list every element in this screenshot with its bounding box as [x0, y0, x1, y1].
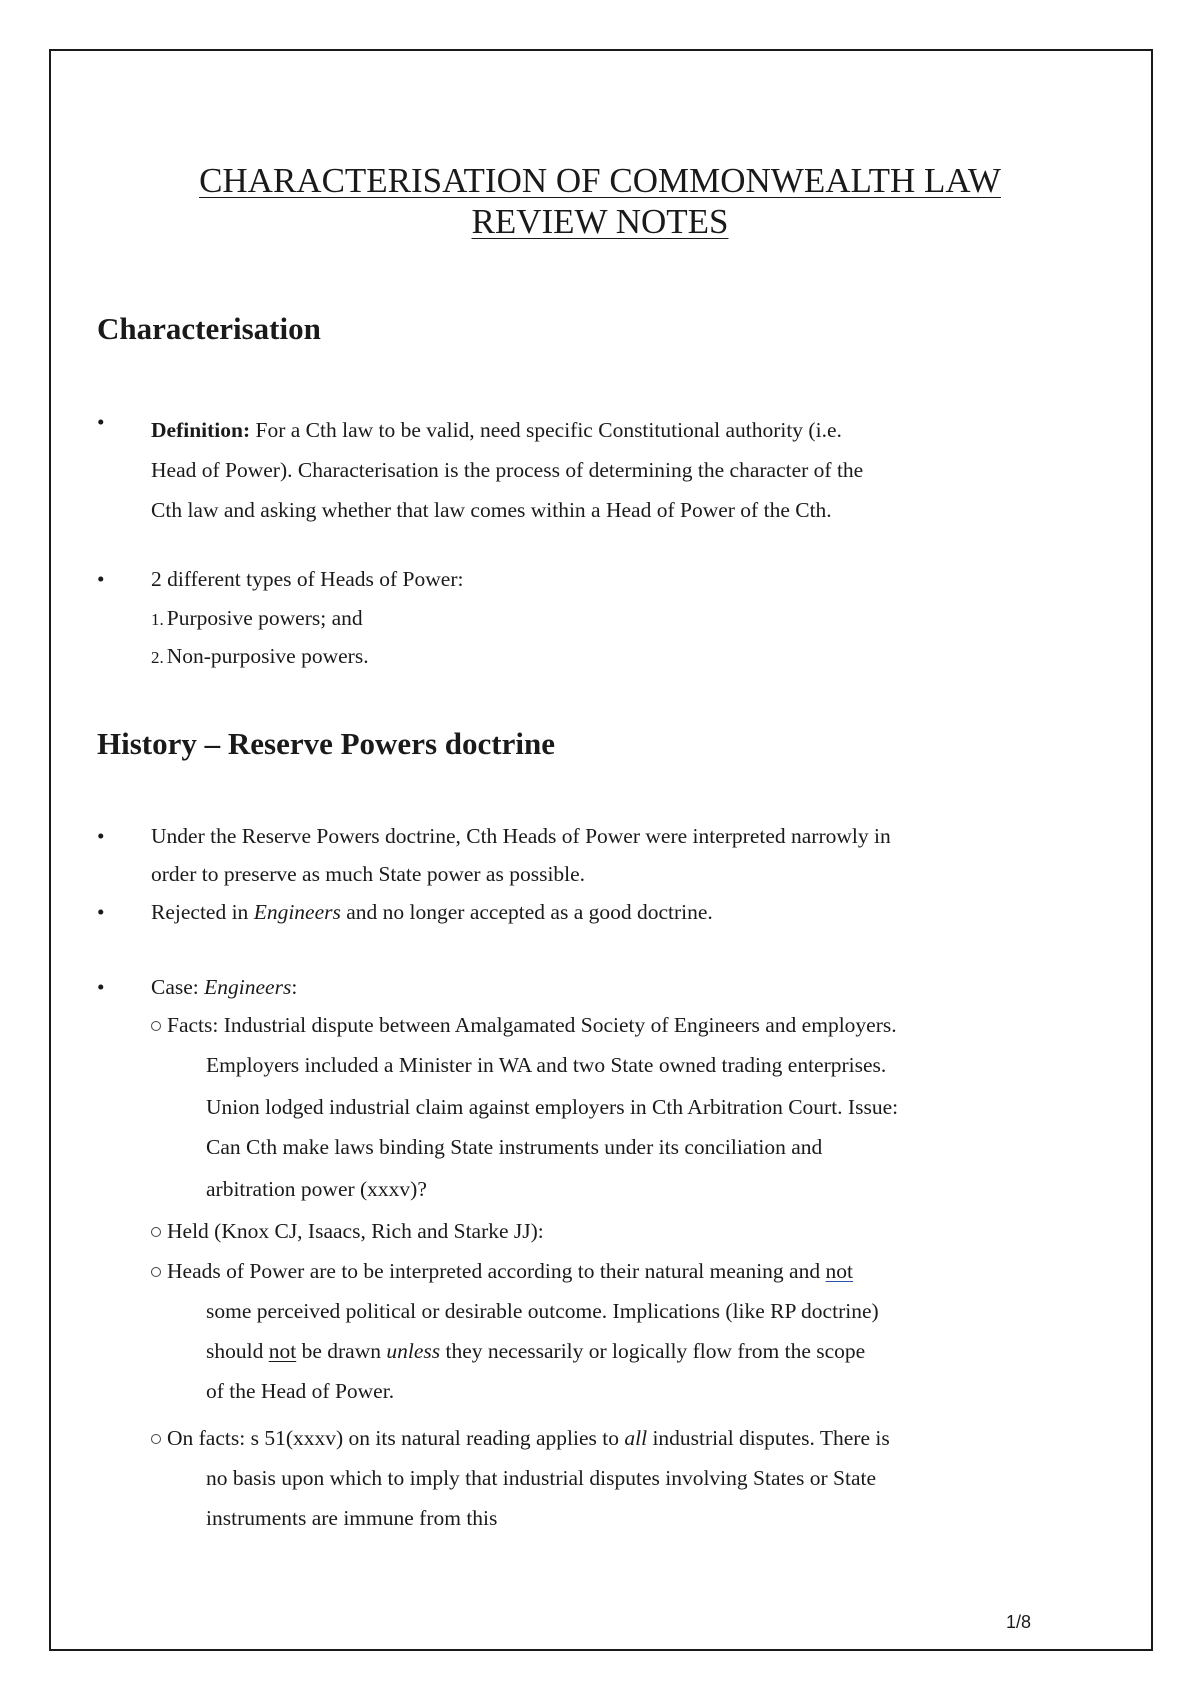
- text: and no longer accepted as a good doctrine.: [340, 900, 713, 924]
- text: be drawn: [296, 1339, 387, 1363]
- held-item: [151, 1219, 1051, 1244]
- list-item: [151, 644, 369, 669]
- case-name: Engineers: [253, 900, 341, 924]
- types-intro: 2 different types of Heads of Power:: [151, 567, 464, 591]
- facts-line-5: arbitration power (xxxv)?: [206, 1177, 427, 1201]
- title-line-1: CHARACTERISATION OF COMMONWEALTH LAW: [199, 161, 1001, 200]
- rp-line-1: Under the Reserve Powers doctrine, Cth Heads of Power were interpreted narrowly in: [151, 824, 891, 848]
- circle-bullet-icon: [151, 1267, 161, 1277]
- bullet-marker: •: [97, 975, 105, 999]
- italic-text: all: [624, 1426, 648, 1450]
- definition-line-2: Head of Power). Characterisation is the process of determining the character of the: [151, 458, 864, 482]
- onfacts-line-3: instruments are immune from this: [206, 1506, 498, 1530]
- page-border: [49, 49, 1153, 1651]
- heading-reserve-powers: History – Reserve Powers doctrine: [97, 726, 555, 761]
- circle-bullet-icon: [151, 1434, 161, 1444]
- facts-line-3: Union lodged industrial claim against employers in Cth Arbitration Court. Issue:: [206, 1095, 899, 1119]
- list-number: 2.: [151, 648, 164, 667]
- text: should: [206, 1339, 269, 1363]
- case-name: Engineers: [204, 975, 292, 999]
- facts-line-1: Facts: Industrial dispute between Amalgamated Society of Engineers and employers.: [167, 1013, 897, 1037]
- held-text: Held (Knox CJ, Isaacs, Rich and Starke JJ):: [167, 1219, 544, 1243]
- circle-bullet-icon: [151, 1227, 161, 1237]
- bullet-marker: •: [97, 824, 105, 848]
- heads-line-2: some perceived political or desirable outcome. Implications (like RP doctrine): [206, 1299, 879, 1323]
- definition-line-3: Cth law and asking whether that law comes within a Head of Power of the Cth.: [151, 498, 832, 522]
- underlined-text: not: [825, 1259, 853, 1283]
- list-text: Purposive powers; and: [166, 606, 363, 630]
- onfacts-line-2: no basis upon which to imply that industrial disputes involving States or State: [206, 1466, 877, 1490]
- title-line-2: REVIEW NOTES: [471, 202, 729, 241]
- text: Heads of Power are to be interpreted according to their natural meaning and: [167, 1259, 826, 1283]
- rejected-paragraph: [151, 900, 1051, 925]
- rp-line-2: order to preserve as much State power as possible.: [151, 862, 586, 886]
- page-number: 1/8: [1005, 1612, 1031, 1632]
- heads-line-4: of the Head of Power.: [206, 1379, 395, 1403]
- text: On facts: s 51(xxxv) on its natural reading applies to: [167, 1426, 625, 1450]
- list-number: 1.: [151, 610, 164, 629]
- facts-line-4: Can Cth make laws binding State instruments under its conciliation and: [206, 1135, 823, 1159]
- facts-line-2: Employers included a Minister in WA and two State owned trading enterprises.: [206, 1053, 887, 1077]
- text: :: [291, 975, 298, 999]
- underlined-text: not: [268, 1339, 297, 1363]
- text: Case:: [151, 975, 205, 999]
- heads-line-3: [151, 1339, 865, 1364]
- italic-text: unless: [386, 1339, 441, 1363]
- bullet-marker: •: [97, 410, 105, 434]
- bullet-marker: •: [97, 567, 105, 591]
- definition-line-1: For a Cth law to be valid, need specific Constitutional authority (i.e.: [250, 418, 842, 442]
- text: Rejected in: [151, 900, 254, 924]
- circle-bullet-icon: [151, 1021, 161, 1031]
- text: industrial disputes. There is: [647, 1426, 890, 1450]
- definition-label: Definition:: [151, 418, 251, 442]
- heading-characterisation: Characterisation: [97, 311, 321, 346]
- case-paragraph: [151, 975, 1051, 1000]
- list-text: Non-purposive powers.: [166, 644, 369, 668]
- list-item: [151, 606, 363, 631]
- text: they necessarily or logically flow from the scope: [440, 1339, 866, 1363]
- bullet-marker: •: [97, 900, 105, 924]
